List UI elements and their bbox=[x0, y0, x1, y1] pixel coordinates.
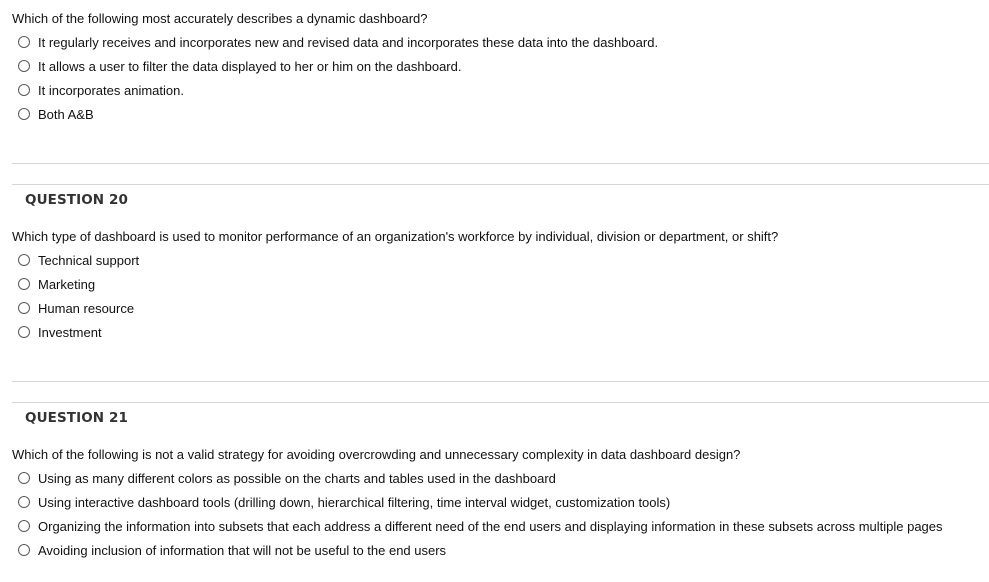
q20-option-c[interactable] bbox=[18, 299, 134, 317]
q21-option-a[interactable] bbox=[18, 469, 556, 487]
radio-button[interactable] bbox=[18, 472, 30, 484]
q19-option-d[interactable] bbox=[18, 105, 94, 123]
radio-button[interactable] bbox=[18, 326, 30, 338]
option-label: Investment bbox=[38, 324, 102, 340]
q20-option-b[interactable] bbox=[18, 275, 95, 293]
radio-button[interactable] bbox=[18, 84, 30, 96]
divider bbox=[12, 402, 989, 403]
q21-option-c[interactable] bbox=[18, 517, 943, 535]
option-label: Using as many different colors as possible on the charts and tables used in the dashboard bbox=[38, 470, 556, 486]
radio-button[interactable] bbox=[18, 302, 30, 314]
q19-option-b[interactable] bbox=[18, 57, 461, 75]
option-label: It regularly receives and incorporates new and revised data and incorporates these data into the dashboard. bbox=[38, 34, 659, 50]
option-label: Using interactive dashboard tools (drilling down, hierarchical filtering, time interval widget, customization tools) bbox=[38, 494, 671, 510]
question-21-text: Which of the following is not a valid strategy for avoiding overcrowding and unnecessary complexity in data dashboard design? bbox=[12, 447, 741, 462]
option-label: It allows a user to filter the data displayed to her or him on the dashboard. bbox=[38, 58, 462, 74]
radio-button[interactable] bbox=[18, 60, 30, 72]
divider bbox=[12, 184, 989, 185]
radio-button[interactable] bbox=[18, 254, 30, 266]
divider bbox=[12, 163, 989, 164]
radio-button[interactable] bbox=[18, 520, 30, 532]
option-label: Marketing bbox=[38, 276, 96, 292]
question-19-text: Which of the following most accurately describes a dynamic dashboard? bbox=[12, 11, 428, 26]
option-label: Both A&B bbox=[38, 106, 94, 122]
option-label: Human resource bbox=[38, 300, 135, 316]
q21-option-b[interactable] bbox=[18, 493, 670, 511]
option-label: Technical support bbox=[38, 252, 140, 268]
option-label: Organizing the information into subsets that each address a different need of the end users and displaying information in these subsets across multiple pages bbox=[38, 518, 943, 534]
q20-option-a[interactable] bbox=[18, 251, 139, 269]
option-label: Avoiding inclusion of information that will not be useful to the end users bbox=[38, 542, 447, 558]
question-21-header: QUESTION 21 bbox=[25, 410, 128, 426]
q19-option-a[interactable] bbox=[18, 33, 658, 51]
question-20-header: QUESTION 20 bbox=[25, 192, 128, 208]
q20-option-d[interactable] bbox=[18, 323, 102, 341]
radio-button[interactable] bbox=[18, 496, 30, 508]
radio-button[interactable] bbox=[18, 278, 30, 290]
radio-button[interactable] bbox=[18, 108, 30, 120]
option-label: It incorporates animation. bbox=[38, 82, 184, 98]
q21-option-d[interactable] bbox=[18, 541, 446, 559]
radio-button[interactable] bbox=[18, 36, 30, 48]
q19-option-c[interactable] bbox=[18, 81, 184, 99]
question-20-text: Which type of dashboard is used to monitor performance of an organization's workforce by individual, division or department, or shift? bbox=[12, 229, 779, 244]
divider bbox=[12, 381, 989, 382]
radio-button[interactable] bbox=[18, 544, 30, 556]
